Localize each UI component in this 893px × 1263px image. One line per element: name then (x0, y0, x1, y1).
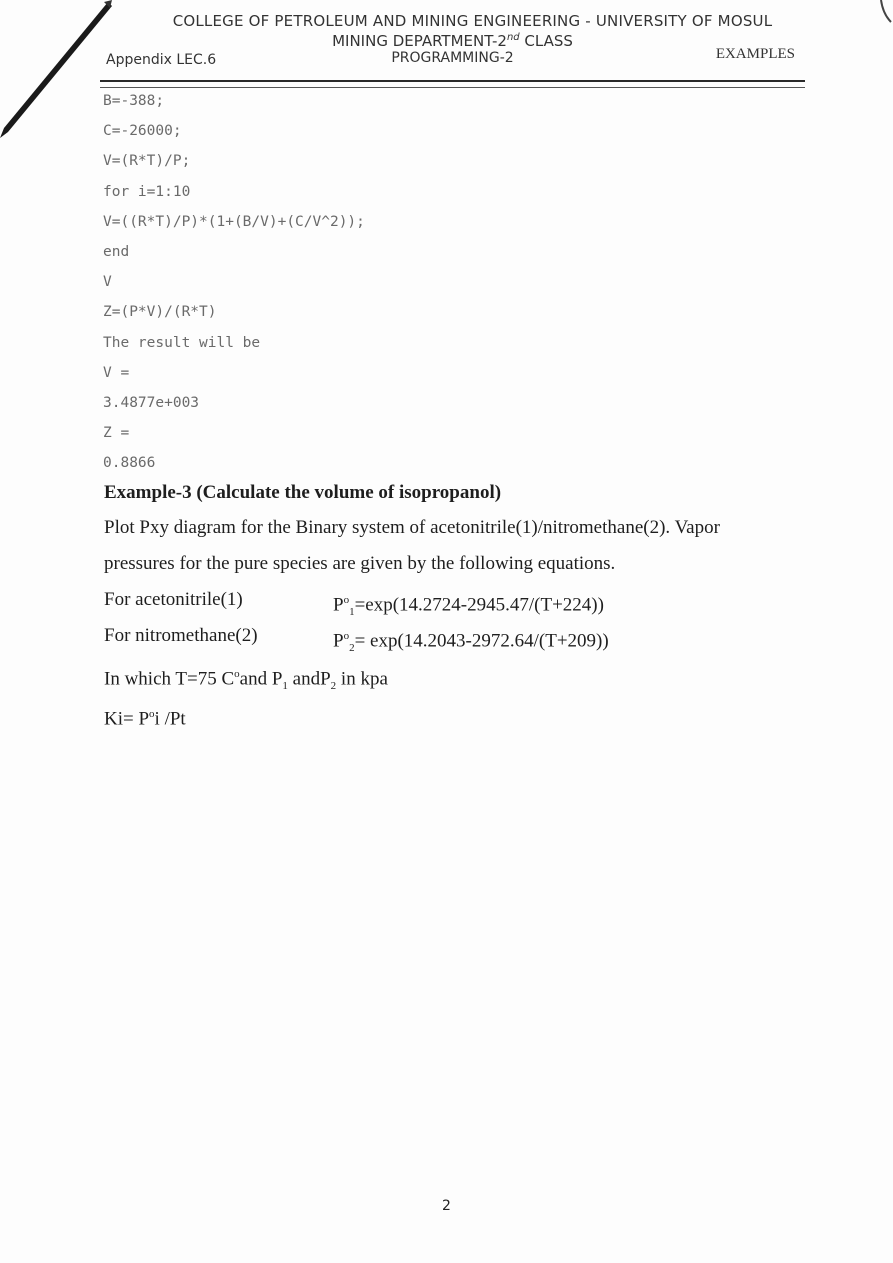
code-block (103, 86, 365, 478)
code-line: V=((R*T)/P)*(1+(B/V)+(C/V^2)); (103, 213, 365, 230)
code-line: The result will be (103, 334, 261, 351)
equation-label: For acetonitrile(1) (104, 589, 243, 610)
equation-acetonitrile (104, 582, 804, 618)
course-label: PROGRAMMING-2 (391, 50, 514, 66)
corner-scan-mark (877, 0, 893, 30)
code-line: Z=(P*V)/(R*T) (103, 304, 217, 321)
code-line: B=-388; (103, 93, 165, 109)
section-label: EXAMPLES (715, 46, 795, 62)
code-line: V = (103, 364, 130, 381)
equation-expression: $P^o_1=\exp(14.2724-2945.47/(T+224))$ (333, 594, 604, 619)
code-line: 0.8866 (103, 455, 156, 472)
department-title: MINING DEPARTMENT-2nd CLASS (332, 32, 573, 50)
page-number: 2 (442, 1198, 451, 1214)
code-line: end (103, 243, 130, 260)
equation-label: For nitromethane(2) (104, 625, 258, 646)
description-line: Plot Pxy diagram for the Binary system of acetonitrile(1)/nitromethane(2). Vapor (104, 517, 720, 538)
example-description (104, 510, 804, 582)
example-section (104, 478, 804, 734)
code-line: Z = (103, 425, 130, 442)
description-line: pressures for the pure species are given by the following equations. (104, 553, 616, 574)
header-subline (100, 46, 805, 70)
example-heading: Example-3 (Calculate the volume of isopropanol) (104, 482, 502, 503)
equation-nitromethane (104, 618, 804, 654)
code-line: C=-26000; (103, 123, 182, 140)
conditions-line: In which T=75 $C^oand$ $P_1$ andP$_2$ in kpa (104, 668, 388, 693)
code-line: V (103, 274, 112, 291)
appendix-label: Appendix LEC.6 (106, 52, 217, 68)
equation-expression: $P^o_2= \exp(14.2043-2972.64/(T+209))$ (333, 630, 609, 655)
code-line: V=(R*T)/P; (103, 153, 191, 170)
code-line: for i=1:10 (103, 183, 191, 200)
college-title: COLLEGE OF PETROLEUM AND MINING ENGINEERING - UNIVERSITY OF MOSUL (172, 12, 773, 30)
ki-formula: $Ki= P^oi$ /Pt (104, 708, 186, 730)
page-header (100, 12, 805, 70)
code-line: 3.4877e+003 (103, 394, 200, 411)
